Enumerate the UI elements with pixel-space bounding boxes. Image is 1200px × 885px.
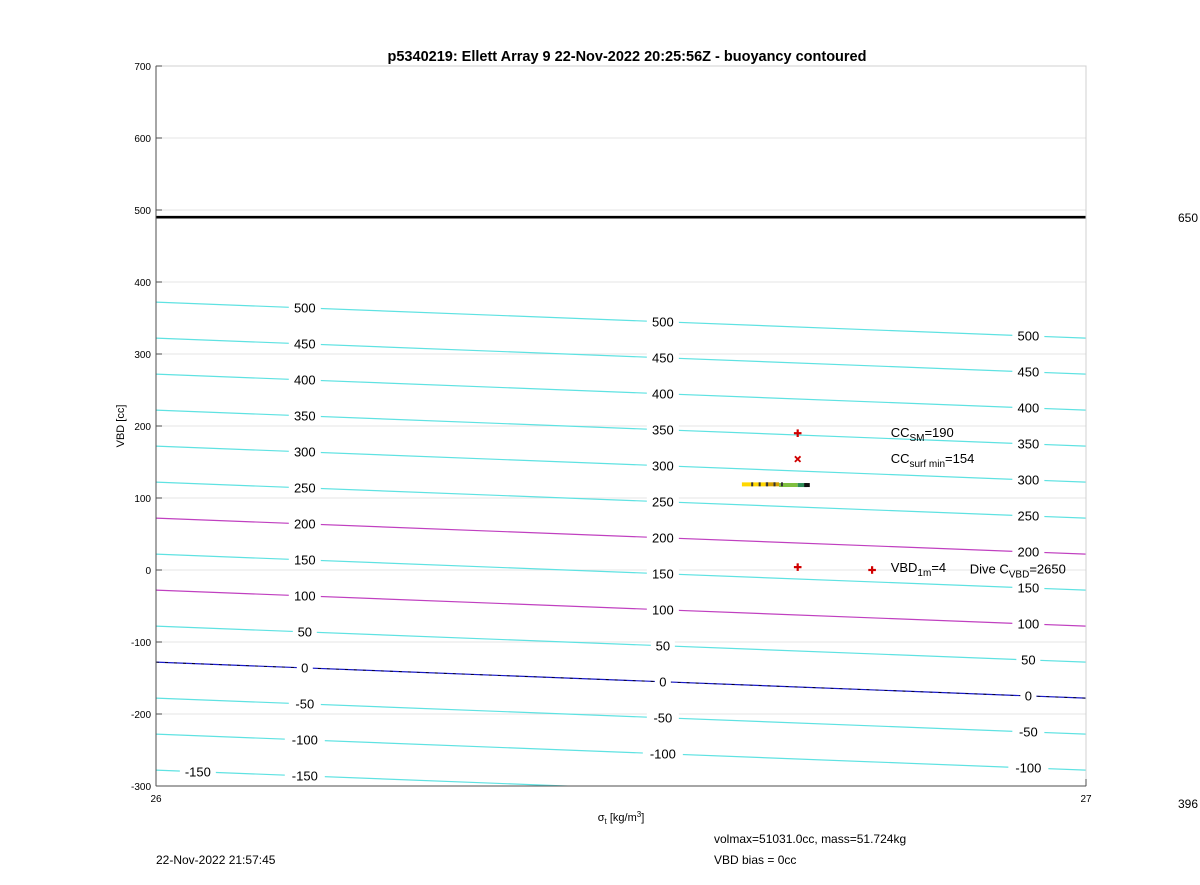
contour-label: 250 <box>651 494 674 510</box>
y-tick-label: 0 <box>145 566 151 577</box>
contour-label: 100 <box>293 588 316 604</box>
contour-label: 400 <box>651 386 674 402</box>
dive-cvbd-annotation: Dive $C_{VBD}=2650$ <box>969 561 1066 581</box>
contour-label: -100 <box>649 746 676 762</box>
right-edge-label-bottom: 396 <box>1178 797 1199 811</box>
contour-line <box>156 662 1086 698</box>
y-tick-label: 100 <box>134 494 151 505</box>
contour-label: 350 <box>293 408 316 424</box>
contour-label: 300 <box>651 458 674 474</box>
contour-label: -100 <box>1015 760 1042 776</box>
contour-label: -150 <box>184 764 211 780</box>
y-tick-label: -100 <box>130 638 151 649</box>
cc-sm-annotation: $CC_{SM}=190$ <box>890 425 954 445</box>
contour-label: 450 <box>293 336 316 352</box>
contour-label: 100 <box>1017 616 1040 632</box>
contour-label: 200 <box>1017 544 1040 560</box>
dive-cvbd-marker <box>868 566 876 574</box>
contour-label: 400 <box>293 372 316 388</box>
contour-label: -50 <box>1018 724 1038 740</box>
y-tick-labels <box>131 62 162 793</box>
contour-label: 250 <box>293 480 316 496</box>
chart-title: p5340219: Ellett Array 9 22-Nov-2022 20:25:56Z - buoyancy contoured <box>387 49 867 65</box>
contour-label: 50 <box>655 638 671 654</box>
contour-label: 250 <box>1017 508 1040 524</box>
contour-label: 400 <box>1017 400 1040 416</box>
y-tick-label: 300 <box>134 350 151 361</box>
contour-label: 150 <box>651 566 674 582</box>
y-tick-label: 600 <box>134 134 151 145</box>
y-tick-label: 200 <box>134 422 151 433</box>
contour-label: -50 <box>295 696 315 712</box>
contour-label: 0 <box>659 674 667 690</box>
contour-label: 150 <box>1017 580 1040 596</box>
contour-label: 200 <box>293 516 316 532</box>
contour-label: 50 <box>1021 652 1036 668</box>
contour-label: 300 <box>1017 472 1040 488</box>
cc-surf-min-marker <box>795 456 801 462</box>
contour-label: -150 <box>291 768 318 784</box>
x-tick-label: 26 <box>150 794 162 805</box>
contour-label: 450 <box>1017 364 1040 380</box>
footer-volmax-mass: volmax=51031.0cc, mass=51.724kg <box>714 832 907 846</box>
contour-label: 100 <box>651 602 674 618</box>
contour-label: 500 <box>651 314 674 330</box>
contour-label: 200 <box>651 530 674 546</box>
dive-data <box>742 484 810 485</box>
x-tick-label: 27 <box>1080 794 1092 805</box>
contour-label: 0 <box>1024 688 1032 704</box>
footer-timestamp: 22-Nov-2022 21:57:45 <box>156 853 276 867</box>
contour-label: 500 <box>293 300 316 316</box>
contour-label: 0 <box>301 660 309 676</box>
cc-surf-min-annotation: $CC_{surf min}=154$ <box>890 451 975 471</box>
footer-vbd-bias: VBD bias = 0cc <box>714 853 797 867</box>
right-edge-label-top: 650 <box>1178 211 1199 225</box>
vbd-1m-annotation: $VBD_{1m}=4$ <box>890 559 947 579</box>
y-tick-label: -300 <box>130 782 151 793</box>
contour-label: 300 <box>293 444 316 460</box>
contour-label: 350 <box>1017 436 1040 452</box>
x-axis-label: $\sigma_t$ $[kg/m^3]$ <box>597 810 645 826</box>
y-tick-label: 500 <box>134 206 151 217</box>
y-tick-label: 400 <box>134 278 151 289</box>
contour-labels <box>180 300 1048 783</box>
contour-label: 450 <box>651 350 674 366</box>
y-tick-label: -200 <box>130 710 151 721</box>
contour-label: 150 <box>293 552 316 568</box>
contour-label: -100 <box>291 732 318 748</box>
x-tick-labels <box>150 794 1092 805</box>
contour-label: 50 <box>297 624 313 640</box>
cc-sm-marker <box>794 429 802 437</box>
y-axis-label: VBD [cc] <box>115 404 127 448</box>
contour-label: -50 <box>653 710 673 726</box>
contour-label: 350 <box>651 422 674 438</box>
contour-label: 500 <box>1017 328 1040 344</box>
y-tick-label: 700 <box>134 62 151 73</box>
